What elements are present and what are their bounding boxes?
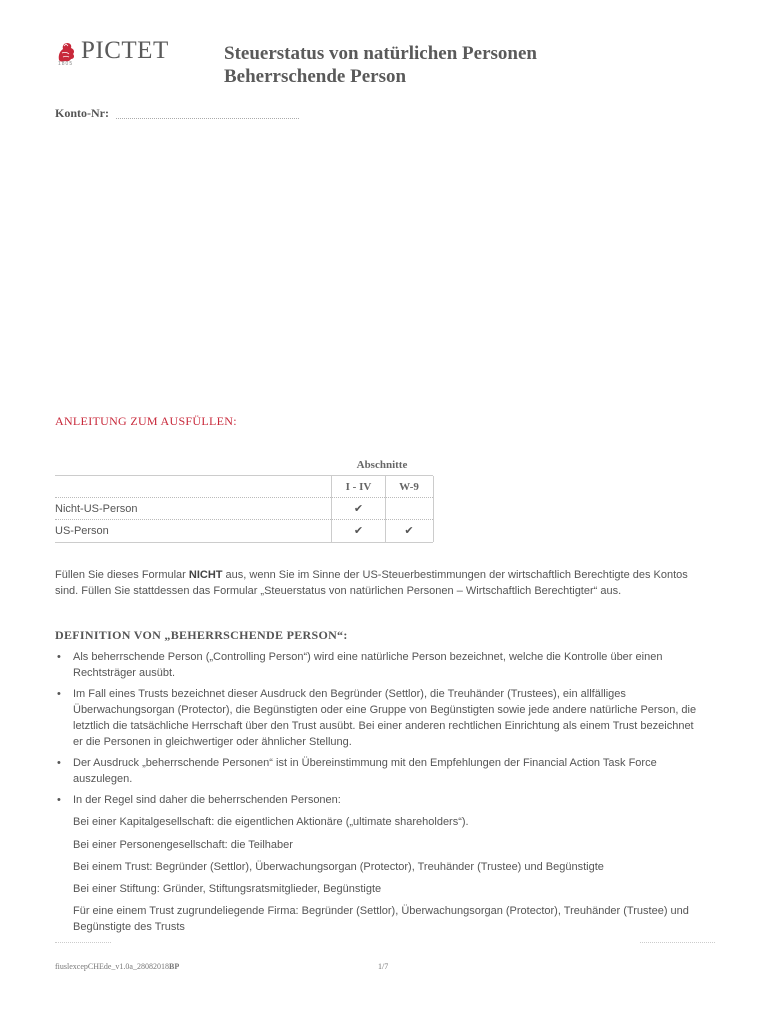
form-code-text: fiuslexcepCHEde_v1.0a_28082018 [55, 962, 169, 971]
list-item-text: In der Regel sind daher die beherrschenden Personen: [73, 794, 341, 806]
check-icon: ✔ [331, 520, 386, 542]
footer-divider [640, 942, 715, 943]
check-icon: ✔ [331, 498, 386, 520]
footer-divider [55, 942, 111, 943]
list-item-text: Als beherrschende Person („Controlling Person“) wird eine natürliche Person bezeichnet, welche die Kontrolle über einen Rechtsträger ausübt. [73, 651, 663, 679]
bullet-icon: • [57, 757, 61, 769]
konto-input-line[interactable] [116, 118, 299, 119]
instruction-paragraph [55, 567, 707, 599]
row-label: Nicht-US-Person [55, 503, 138, 515]
sub-item: Bei einer Stiftung: Gründer, Stiftungsratsmitglieder, Begünstigte [73, 883, 382, 895]
bullet-icon: • [57, 688, 61, 700]
table-row [55, 519, 433, 543]
pictet-logo [55, 38, 185, 72]
sub-item: Bei einer Kapitalgesellschaft: die eigentlichen Aktionäre („ultimate shareholders“). [73, 816, 469, 828]
empty-cell [385, 498, 434, 520]
bullet-icon: • [57, 651, 61, 663]
table-row [55, 497, 433, 520]
para-text: Füllen Sie dieses Formular [55, 569, 189, 581]
title-line-2: Beherrschende Person [224, 66, 407, 87]
brand-name: PICTET [81, 37, 169, 64]
table-group-header: Abschnitte [356, 459, 408, 471]
list-item-text: Im Fall eines Trusts bezeichnet dieser Ausdruck den Begründer (Settlor), die Treuhänder (Trustees), ein allfälliges Überwachungsorgan (Protector), die Begünstigten oder eine Gruppe von Begünstigten sowie jede andere natürliche Person, die letztlich die tatsächliche Herrschaft über den Trust ausübt. Bei einer anderen rechtlichen Einrichtung als einem Trust bezeichnet er die Personen in gleichwertiger oder ähnlicher Stellung. [73, 688, 697, 748]
list-item-text: Der Ausdruck „beherrschende Personen“ ist in Übereinstimmung mit den Empfehlungen der Financial Action Task Force auszulegen. [73, 757, 657, 785]
row-label: US-Person [55, 525, 109, 537]
check-icon: ✔ [385, 520, 434, 542]
para-text: aus, wenn Sie im Sinne der US-Steuerbestimmungen der wirtschaftlich Berechtigte des Kontos sind. Füllen Sie stattdessen das Formular „Steuerstatus von natürlichen Personen – Wirtschaftlich Berechtigter“ aus. [55, 569, 688, 597]
document-title [224, 42, 537, 88]
anleitung-heading: ANLEITUNG ZUM AUSFÜLLEN: [55, 414, 237, 428]
definition-heading: DEFINITION VON „BEHERRSCHENDE PERSON“: [55, 628, 348, 642]
table-header-row [55, 475, 433, 498]
sub-item: Für eine einem Trust zugrundeliegende Firma: Begründer (Settlor), Überwachungsorgan (Protector), Treuhänder (Trustee) und Begünstigte des Trusts [73, 905, 689, 933]
table-col-header: W-9 [385, 476, 434, 498]
konto-label: Konto-Nr: [55, 106, 109, 120]
bullet-icon: • [57, 794, 61, 806]
title-line-1: Steuerstatus von natürlichen Personen [224, 43, 537, 64]
brand-year: 1805 [58, 61, 74, 67]
table-header-blank [55, 476, 331, 498]
sub-item: Bei einer Personengesellschaft: die Teilhaber [73, 839, 293, 851]
form-code [55, 962, 179, 971]
page-number: 1/7 [378, 962, 389, 971]
para-emphasis: NICHT [188, 569, 223, 581]
sub-item: Bei einem Trust: Begründer (Settlor), Überwachungsorgan (Protector), Treuhänder (Trustee) und Begünstigte [73, 861, 604, 873]
form-code-suffix: BP [168, 962, 180, 971]
table-col-header: I - IV [331, 476, 386, 498]
